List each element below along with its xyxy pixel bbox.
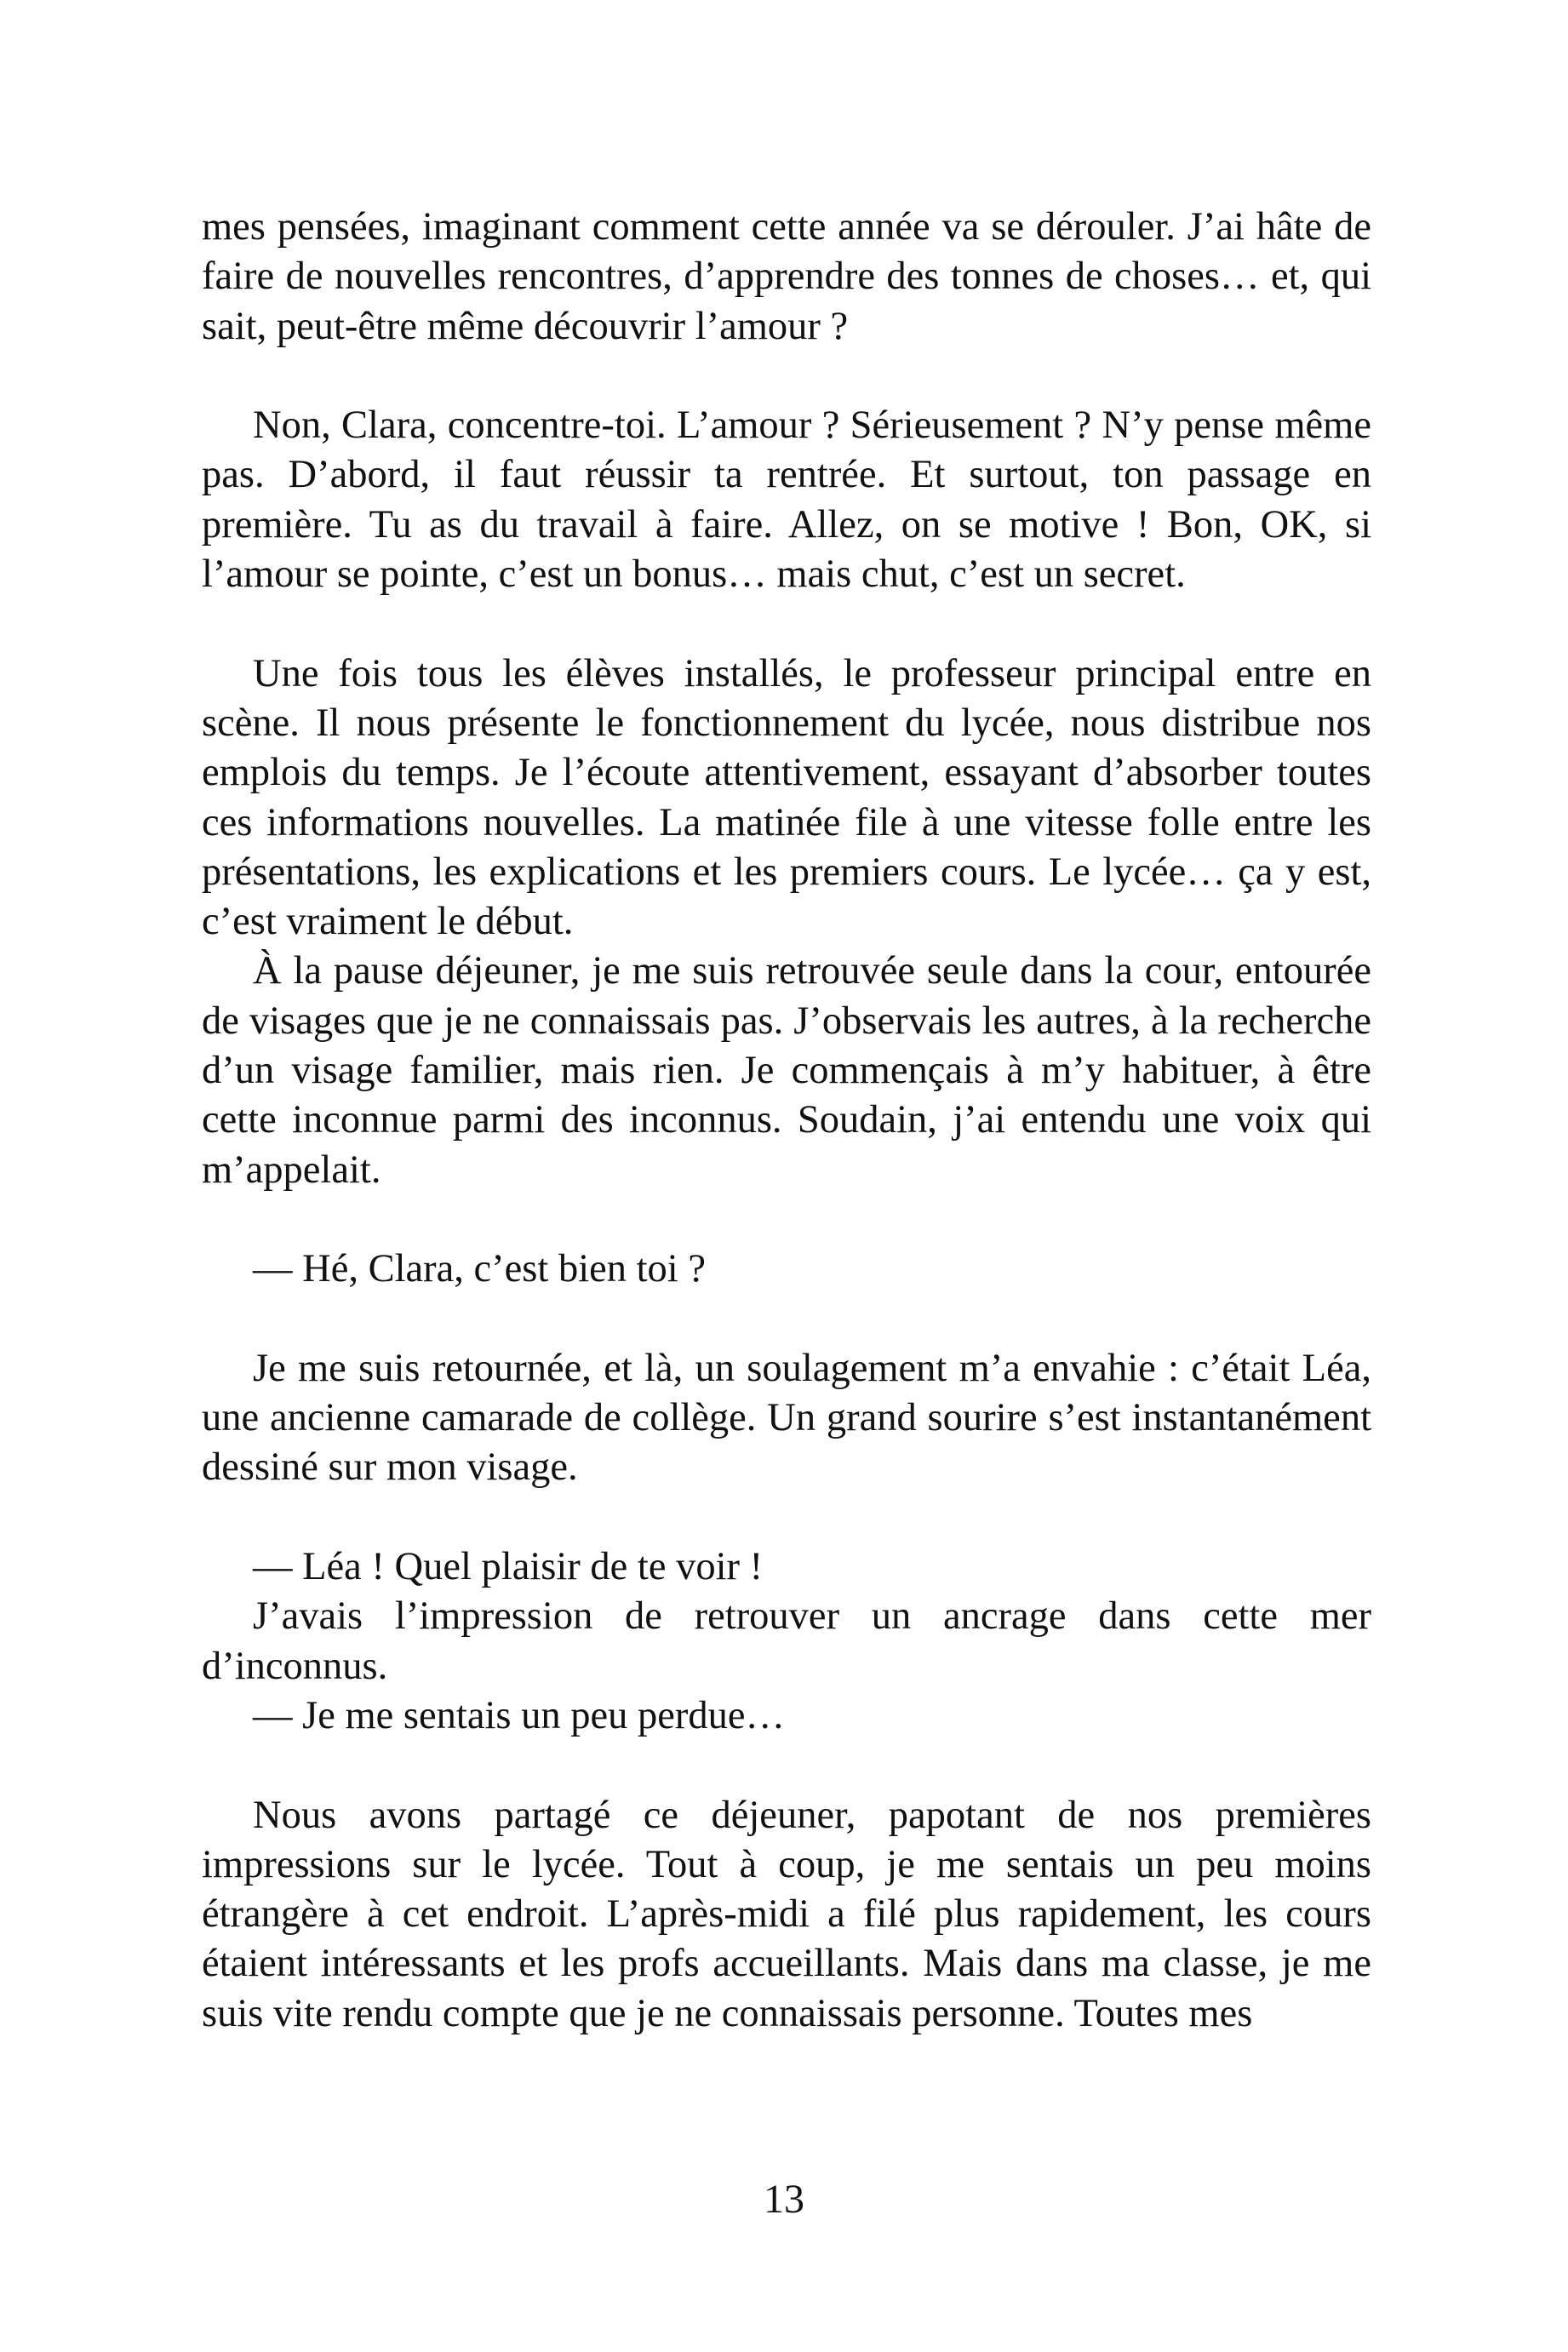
paragraph: À la pause déjeuner, je me suis retrouvée seule dans la cour, entourée de visages que je ne connaissais pas. J’observais les autres, à la recherche d’un visage familier, mais rien. Je commençais à m’y habituer, à être cette inconnue parmi des inconnus. Soudain, j’ai entendu une voix qui m’appelait.: [202, 949, 1371, 1192]
dialogue-line: — Hé, Clara, c’est bien toi ?: [253, 1247, 706, 1291]
dialogue-line: — Léa ! Quel plaisir de te voir !: [253, 1545, 764, 1589]
paragraph: Une fois tous les élèves installés, le professeur principal entre en scène. Il nous présente le fonctionnement du lycée, nous distribue nos emplois du temps. Je l’écoute attentivement, essayant d’absorber toutes ces informations nouvelles. La matinée file à une vitesse folle entre les présentations, les explications et les premiers cours. Le lycée… ça y est, c’est vraiment le début.: [202, 651, 1371, 944]
page-number: 13: [764, 2177, 804, 2222]
paragraph: mes pensées, imaginant comment cette année va se dérouler. J’ai hâte de faire de nouvelles rencontres, d’apprendre des tonnes de choses… et, qui sait, peut-être même découvrir l’amour ?: [202, 205, 1371, 348]
paragraph: Nous avons partagé ce déjeuner, papotant de nos premières impressions sur le lycée. Tout à coup, je me sentais un peu moins étrangère à cet endroit. L’après-midi a filé plus rapidement, les cours étaient intéressants et les profs accueillants. Mais dans ma classe, je me suis vite rendu compte que je ne connaissais personne. Toutes mes: [202, 1793, 1371, 2035]
paragraph: J’avais l’impression de retrouver un ancrage dans cette mer d’inconnus.: [202, 1594, 1371, 1688]
paragraph: Non, Clara, concentre-toi. L’amour ? Sérieusement ? N’y pense même pas. D’abord, il faut réussir ta rentrée. Et surtout, ton passage en première. Tu as du travail à faire. Allez, on se motive ! Bon, OK, si l’amour se pointe, c’est un bonus… mais chut, c’est un secret.: [202, 403, 1371, 597]
page-body: [202, 203, 1371, 2039]
dialogue-line: — Je me sentais un peu perdue…: [253, 1693, 786, 1737]
paragraph: Je me suis retournée, et là, un soulagement m’a envahie : c’était Léa, une ancienne camarade de collège. Un grand sourire s’est instantanément dessiné sur mon visage.: [202, 1346, 1371, 1490]
